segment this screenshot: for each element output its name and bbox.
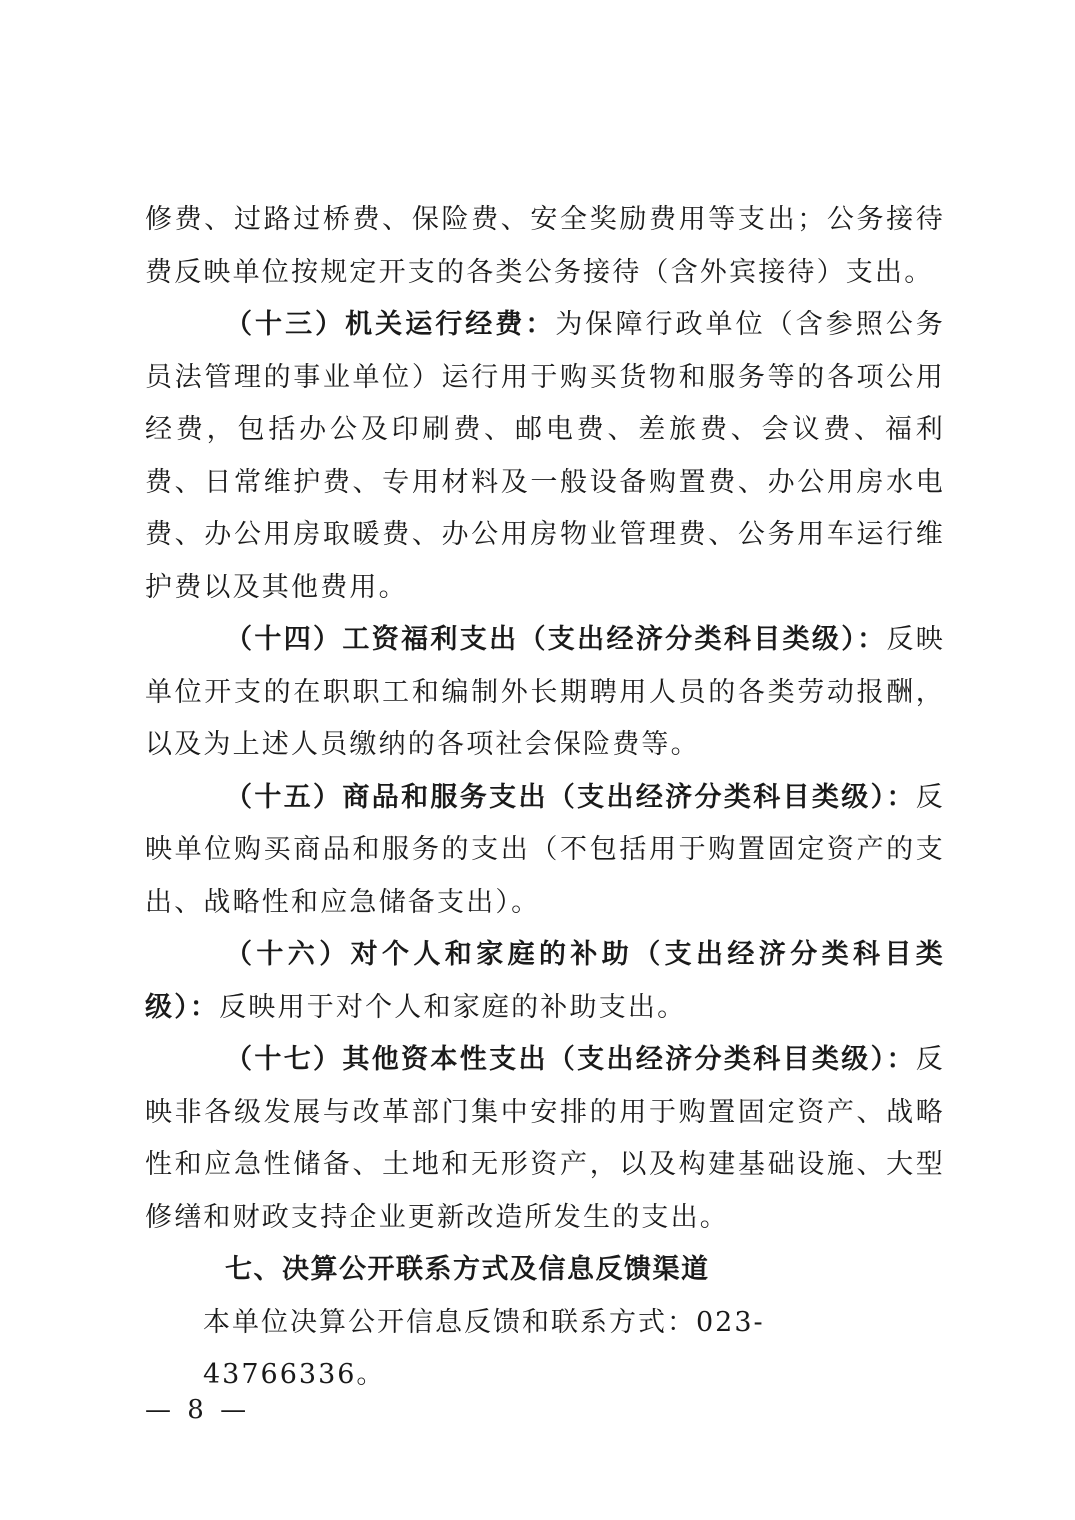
item-15-body: 反映单位购买商品和服务的支出（不包括用于购置固定资产的支出、战略性和应急储备支出）。 — [145, 781, 945, 918]
document-body — [145, 194, 945, 1402]
section-heading: 七、决算公开联系方式及信息反馈渠道 — [225, 1254, 710, 1285]
page-number: — 8 — — [145, 1395, 251, 1425]
item-13-body: 为保障行政单位（含参照公务员法管理的事业单位）运行用于购买货物和服务等的各项公用经费，包括办公及印刷费、邮电费、差旅费、会议费、福利费、日常维护费、专用材料及一般设备购置费、办公用房水电费、办公用房取暖费、办公用房物业管理费、公务用车运行维护费以及其他费用。 — [145, 309, 946, 603]
item-17-paragraph — [145, 1034, 945, 1244]
item-17-body: 反映非各级发展与改革部门集中安排的用于购置固定资产、战略性和应急性储备、土地和无形资产，以及构建基础设施、大型修缮和财政支持企业更新改造所发生的支出。 — [145, 1044, 945, 1233]
continuation-paragraph: 修费、过路过桥费、保险费、安全奖励费用等支出；公务接待费反映单位按规定开支的各类公务接待（含外宾接待）支出。 — [145, 204, 945, 288]
item-16-body: 反映用于对个人和家庭的补助支出。 — [219, 991, 687, 1023]
item-14-lead: （十四）工资福利支出（支出经济分类科目类级）： — [225, 624, 887, 655]
item-16-paragraph — [145, 929, 945, 1034]
item-16-lead: （十六）对个人和家庭的补助（支出经济分类科目类级）： — [145, 939, 945, 1023]
item-14-body: 反映单位开支的在职职工和编制外长期聘用人员的各类劳动报酬，以及为上述人员缴纳的各项社会保险费等。 — [145, 624, 945, 760]
item-15-lead: （十五）商品和服务支出（支出经济分类科目类级）： — [225, 781, 916, 813]
item-13-paragraph — [145, 299, 945, 614]
item-15-paragraph — [145, 772, 945, 930]
item-17-lead: （十七）其他资本性支出（支出经济分类科目类级）： — [225, 1044, 916, 1075]
contact-line: 本单位决算公开信息反馈和联系方式：023-43766336。 — [203, 1306, 765, 1390]
item-14-paragraph — [145, 614, 945, 772]
item-13-lead: （十三）机关运行经费： — [225, 309, 556, 340]
